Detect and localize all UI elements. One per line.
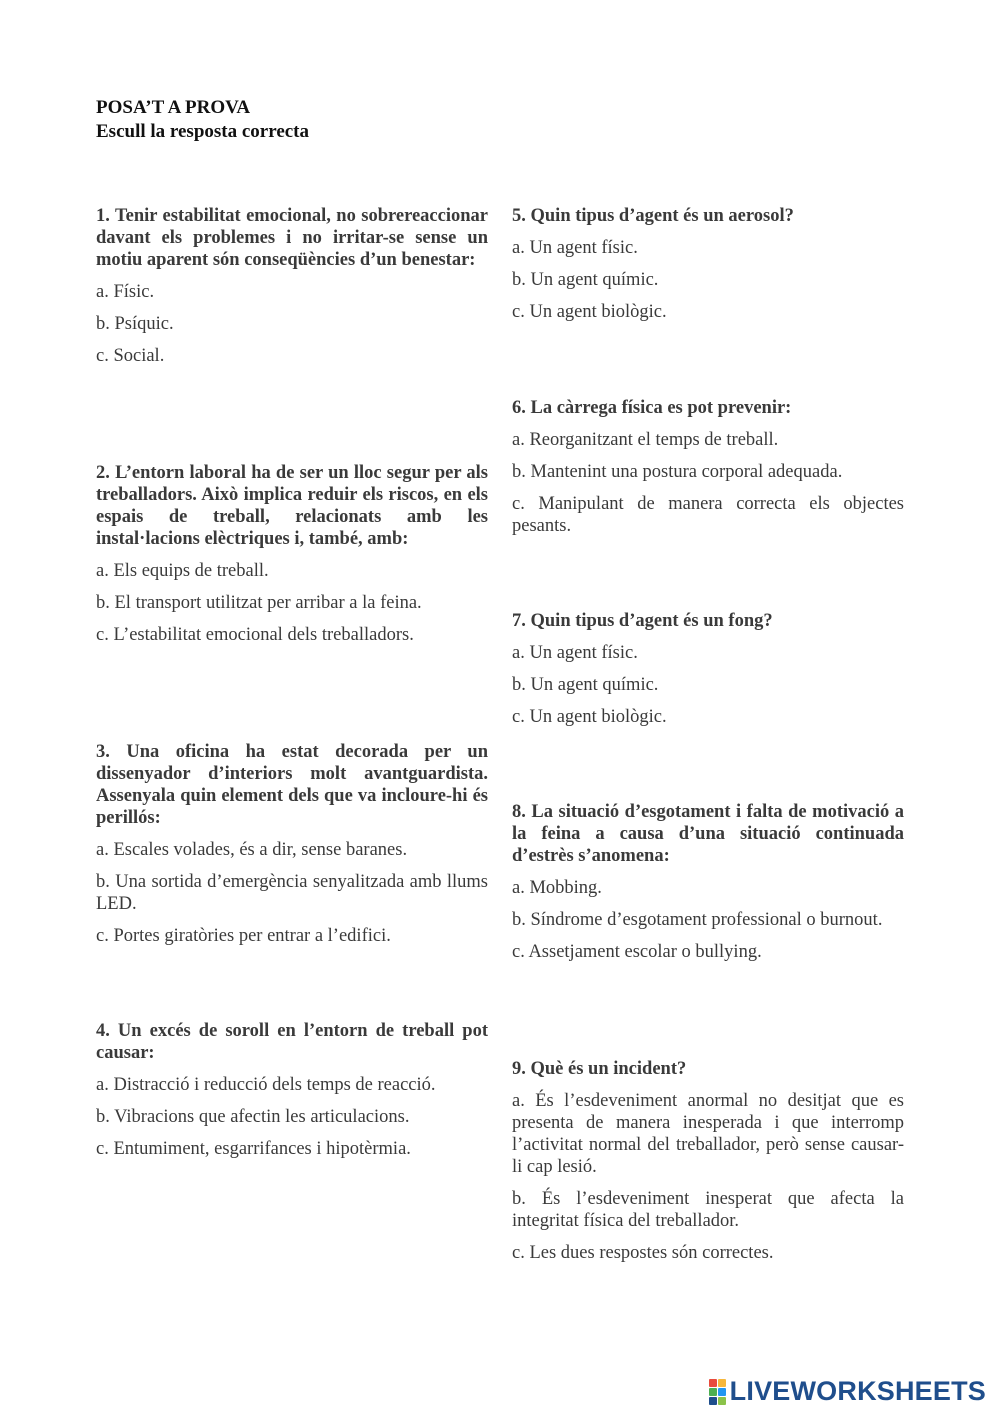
question-5 — [512, 205, 904, 333]
answer-option[interactable]: b. Síndrome d’esgotament professional o burnout. — [512, 910, 883, 930]
answer-option[interactable]: b. Una sortida d’emergència senyalitzada amb llums LED. — [96, 872, 488, 914]
question-1 — [96, 205, 488, 377]
question-4 — [96, 1020, 488, 1170]
logo-square — [718, 1397, 726, 1405]
answer-option[interactable]: c. Un agent biològic. — [512, 707, 667, 727]
answer-option[interactable]: b. Vibracions que afectin les articulacions. — [96, 1107, 410, 1127]
answer-option[interactable]: a. Un agent físic. — [512, 643, 638, 663]
logo-square — [718, 1388, 726, 1396]
answer-option[interactable]: b. Psíquic. — [96, 314, 174, 334]
question-text: 2. L’entorn laboral ha de ser un lloc segur per als treballadors. Això implica reduir els riscos, en els espais de treball, relacionats amb les instal·lacions elèctriques i, també, amb: — [96, 463, 488, 549]
logo-text: LIVEWORKSHEETS — [729, 1376, 986, 1406]
worksheet-header — [96, 96, 309, 144]
question-text: 5. Quin tipus d’agent és un aerosol? — [512, 206, 794, 226]
liveworksheets-logo — [709, 1376, 986, 1407]
question-text: 4. Un excés de soroll en l’entorn de treball pot causar: — [96, 1021, 488, 1063]
answer-option[interactable]: c. Les dues respostes són correctes. — [512, 1243, 774, 1263]
answer-option[interactable]: a. Els equips de treball. — [96, 561, 269, 581]
answer-option[interactable]: c. Manipulant de manera correcta els objectes pesants. — [512, 494, 904, 536]
question-6 — [512, 397, 904, 547]
logo-square — [709, 1397, 717, 1405]
worksheet-title: POSA’T A PROVA — [96, 97, 251, 118]
answer-option[interactable]: b. Mantenint una postura corporal adequada. — [512, 462, 843, 482]
answer-option[interactable]: b. El transport utilitzat per arribar a la feina. — [96, 593, 422, 613]
answer-option[interactable]: c. Assetjament escolar o bullying. — [512, 942, 762, 962]
answer-option[interactable]: c. Social. — [96, 346, 165, 366]
answer-option[interactable]: a. Reorganitzant el temps de treball. — [512, 430, 779, 450]
worksheet-subtitle: Escull la resposta correcta — [96, 121, 310, 142]
question-text: 9. Què és un incident? — [512, 1059, 687, 1079]
answer-option[interactable]: c. Un agent biològic. — [512, 302, 667, 322]
question-text: 3. Una oficina ha estat decorada per un dissenyador d’interiors molt avantguardista. Assenyala quin element dels que va incloure-hi és perillós: — [96, 742, 488, 828]
logo-square — [718, 1379, 726, 1387]
question-2 — [96, 462, 488, 656]
answer-option[interactable]: a. Mobbing. — [512, 878, 602, 898]
question-8 — [512, 801, 904, 973]
answer-option[interactable]: a. És l’esdeveniment anormal no desitjat que es presenta de manera inesperada i que interromp l’activitat normal del treballador, però sense causar-li cap lesió. — [512, 1091, 904, 1177]
question-text: 7. Quin tipus d’agent és un fong? — [512, 611, 773, 631]
question-text: 1. Tenir estabilitat emocional, no sobrereaccionar davant els problemes i no irritar-se sense un motiu aparent són conseqüències d’un benestar: — [96, 206, 488, 270]
answer-option[interactable]: a. Distracció i reducció dels temps de reacció. — [96, 1075, 436, 1095]
question-3 — [96, 741, 488, 957]
answer-option[interactable]: b. Un agent químic. — [512, 675, 659, 695]
answer-option[interactable]: c. L’estabilitat emocional dels treballadors. — [96, 625, 414, 645]
answer-option[interactable]: a. Escales volades, és a dir, sense baranes. — [96, 840, 408, 860]
answer-option[interactable]: a. Físic. — [96, 282, 155, 302]
logo-square — [709, 1388, 717, 1396]
liveworksheets-logo-icon — [709, 1379, 726, 1405]
answer-option[interactable]: b. Un agent químic. — [512, 270, 659, 290]
logo-square — [709, 1379, 717, 1387]
answer-option[interactable]: a. Un agent físic. — [512, 238, 638, 258]
answer-option[interactable]: c. Portes giratòries per entrar a l’edifici. — [96, 926, 391, 946]
question-7 — [512, 610, 904, 738]
question-text: 6. La càrrega física es pot prevenir: — [512, 398, 792, 418]
answer-option[interactable]: b. És l’esdeveniment inesperat que afecta la integritat física del treballador. — [512, 1189, 904, 1231]
answer-option[interactable]: c. Entumiment, esgarrifances i hipotèrmia. — [96, 1139, 411, 1159]
question-text: 8. La situació d’esgotament i falta de motivació a la feina a causa d’una situació continuada d’estrès s’anomena: — [512, 802, 904, 866]
question-9 — [512, 1058, 904, 1274]
